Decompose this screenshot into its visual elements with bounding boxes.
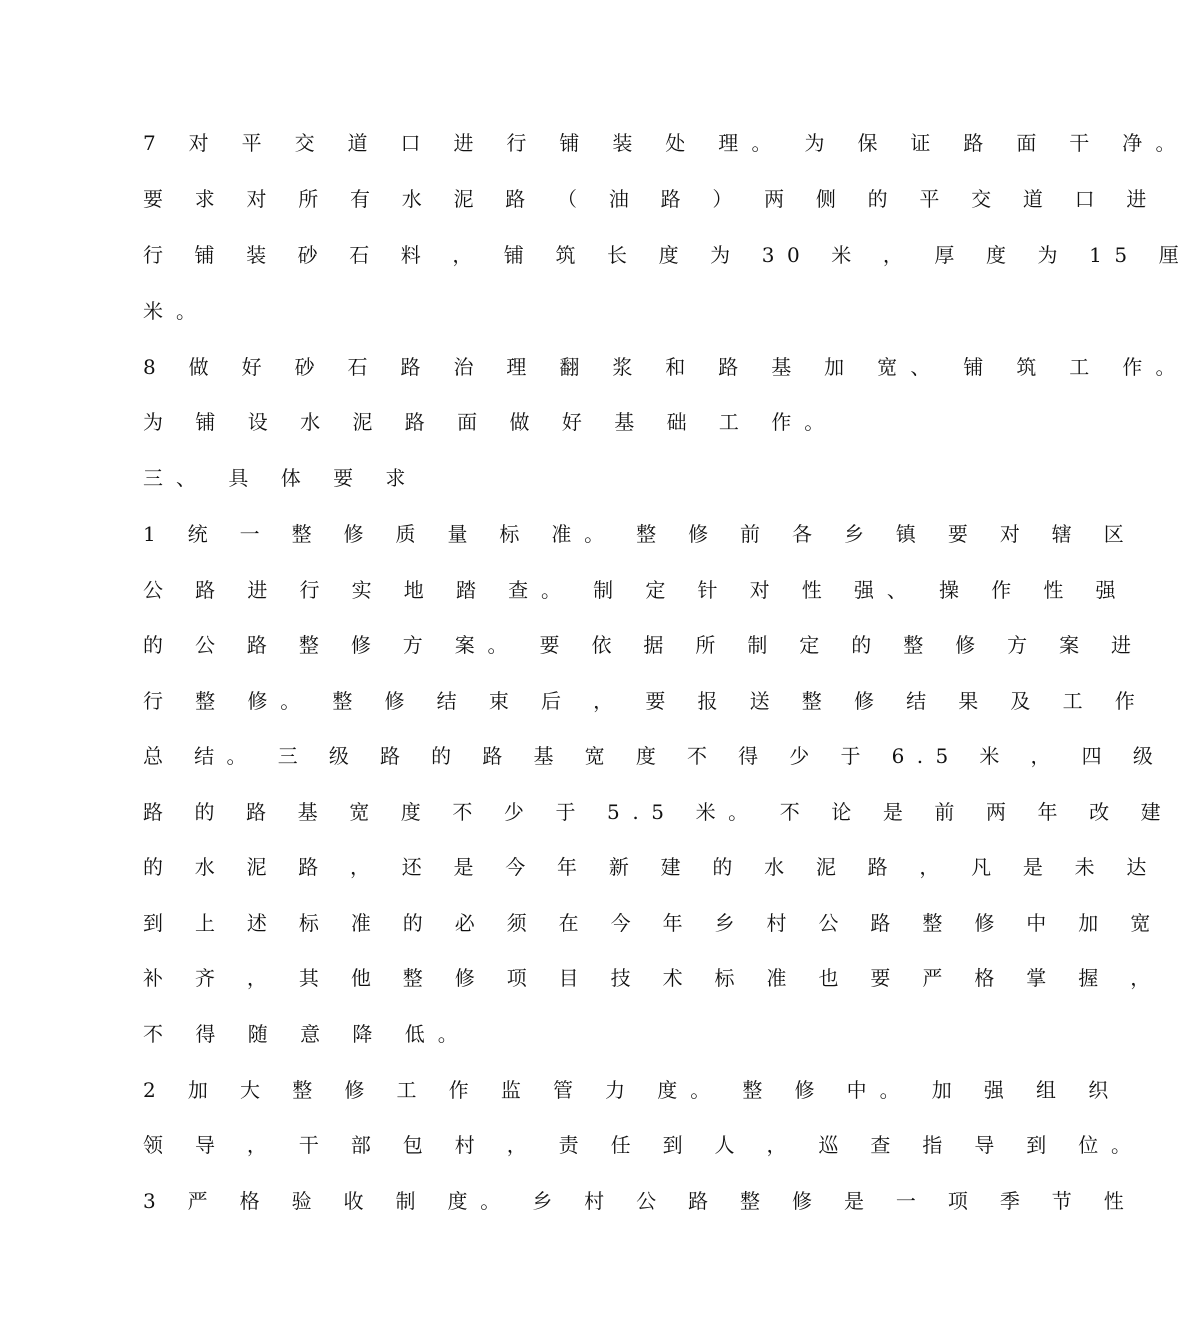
paragraph-line-12: 总 结。 三 级 路 的 路 基 宽 度 不 得 少 于 6.5 米 ， 四 级 xyxy=(143,744,1166,768)
paragraph-line-15: 到 上 述 标 准 的 必 须 在 今 年 乡 村 公 路 整 修 中 加 宽 xyxy=(143,911,1163,935)
paragraph-line-10: 的 公 路 整 修 方 案。 要 依 据 所 制 定 的 整 修 方 案 进 xyxy=(143,633,1144,657)
paragraph-line-14: 的 水 泥 路 ， 还 是 今 年 新 建 的 水 泥 路 ， 凡 是 未 达 xyxy=(143,855,1160,879)
paragraph-line-6: 为 铺 设 水 泥 路 面 做 好 基 础 工 作。 xyxy=(143,410,838,434)
paragraph-line-9: 公 路 进 行 实 地 踏 查。 制 定 针 对 性 强、 操 作 性 强 xyxy=(143,578,1129,602)
paragraph-line-17: 不 得 随 意 降 低。 xyxy=(143,1022,471,1046)
paragraph-line-13: 路 的 路 基 宽 度 不 少 于 5.5 米。 不 论 是 前 两 年 改 建 xyxy=(143,800,1174,824)
paragraph-line-16: 补 齐 ， 其 他 整 修 项 目 技 术 标 准 也 要 严 格 掌 握 ， xyxy=(143,966,1163,990)
paragraph-line-19: 领 导 ， 干 部 包 村 ， 责 任 到 人 ， 巡 查 指 导 到 位。 xyxy=(143,1133,1144,1157)
paragraph-line-2: 要 求 对 所 有 水 泥 路 （ 油 路 ） 两 侧 的 平 交 道 口 进 xyxy=(143,187,1160,211)
paragraph-line-3: 行 铺 装 砂 石 料 ， 铺 筑 长 度 为 30 米 ， 厚 度 为 15 厘 xyxy=(143,243,1191,267)
paragraph-line-18: 2 加 大 整 修 工 作 监 管 力 度。 整 修 中。 加 强 组 织 xyxy=(143,1078,1122,1102)
paragraph-line-11: 行 整 修。 整 修 结 束 后 ， 要 报 送 整 修 结 果 及 工 作 xyxy=(143,689,1148,713)
paragraph-line-1: 7 对 平 交 道 口 进 行 铺 装 处 理。 为 保 证 路 面 干 净。 xyxy=(143,131,1189,155)
paragraph-line-8: 1 统 一 整 修 质 量 标 准。 整 修 前 各 乡 镇 要 对 辖 区 xyxy=(143,522,1137,546)
paragraph-line-20: 3 严 格 验 收 制 度。 乡 村 公 路 整 修 是 一 项 季 节 性 xyxy=(143,1189,1137,1213)
paragraph-line-5: 8 做 好 砂 石 路 治 理 翻 浆 和 路 基 加 宽、 铺 筑 工 作。 xyxy=(143,355,1189,379)
paragraph-line-4: 米。 xyxy=(143,299,209,323)
section-heading: 三、 具 体 要 求 xyxy=(143,466,419,490)
